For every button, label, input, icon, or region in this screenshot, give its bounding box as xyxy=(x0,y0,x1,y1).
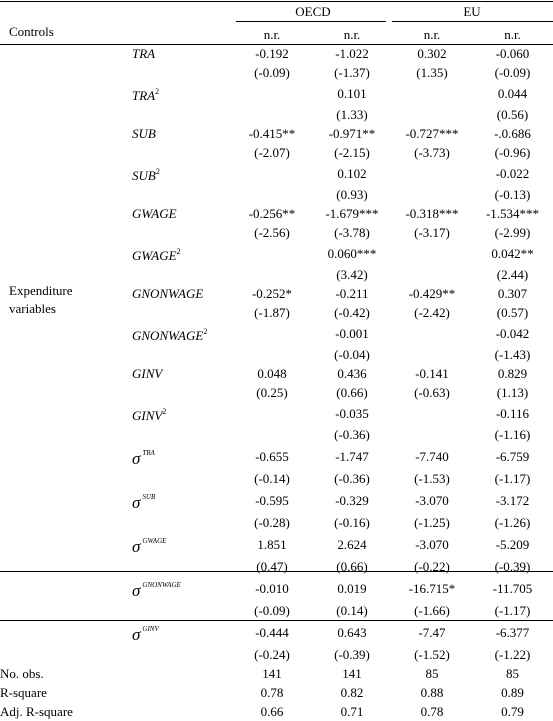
variable-name xyxy=(132,322,232,345)
sigma-symbol: σ xyxy=(132,581,141,600)
coefficient-cell: -11.705 xyxy=(492,581,533,596)
coefficient-cell: -0.318*** xyxy=(405,206,459,221)
summary-stat-label: No. obs. xyxy=(0,666,44,681)
variable-name xyxy=(132,242,232,265)
coefficient-cell: 0.307 xyxy=(497,286,528,301)
blank-cell xyxy=(0,63,132,82)
sigma-symbol: σ xyxy=(132,537,141,556)
variable-name xyxy=(132,124,232,143)
blank-cell xyxy=(132,425,232,444)
t-stat-cell: (-0.42) xyxy=(334,305,370,320)
blank-cell xyxy=(0,322,132,345)
variable-label: TRA xyxy=(132,88,156,103)
coefficient-row xyxy=(0,242,553,265)
t-stat-cell: (-1.53) xyxy=(414,471,450,486)
t-stat-cell: (-1.25) xyxy=(414,515,450,530)
top-rule xyxy=(0,1,553,2)
variable-name xyxy=(132,82,232,105)
coefficient-cell: -1.679*** xyxy=(325,206,379,221)
coefficient-cell xyxy=(392,322,472,345)
blank-cell xyxy=(132,223,232,242)
bottom-rule xyxy=(0,620,553,621)
t-stat-row xyxy=(0,645,553,664)
blank-cell xyxy=(0,82,132,105)
oecd-span-rule xyxy=(236,21,386,22)
blank-cell xyxy=(0,402,132,425)
t-stat-cell xyxy=(232,105,312,124)
coefficient-cell: 0.102 xyxy=(337,166,367,181)
t-stat-cell: (-0.63) xyxy=(414,385,450,400)
coefficient-row xyxy=(0,124,553,143)
coefficient-cell: 0.436 xyxy=(337,366,367,381)
t-stat-row xyxy=(0,63,553,82)
coefficient-cell: 2.624 xyxy=(337,537,367,552)
variable-superscript: GWAGE xyxy=(142,537,167,545)
blank-cell xyxy=(0,469,132,488)
coefficient-cell: -5.209 xyxy=(495,537,530,552)
variable-name xyxy=(132,284,232,303)
variable-name xyxy=(132,44,232,63)
blank-cell xyxy=(0,124,132,143)
variable-superscript: 2 xyxy=(155,167,160,176)
variable-name xyxy=(132,402,232,425)
t-stat-cell: (0.66) xyxy=(336,385,368,400)
t-stat-row xyxy=(0,469,553,488)
blank-cell xyxy=(132,303,232,322)
summary-stat-value: 0.71 xyxy=(340,704,364,719)
section-label-line: Expenditure xyxy=(9,283,73,298)
coefficient-row xyxy=(0,284,553,303)
variable-name xyxy=(132,576,232,601)
coefficient-cell: -1.022 xyxy=(335,46,369,61)
column-header: n.r. xyxy=(504,27,521,42)
coefficient-cell: -0.211 xyxy=(335,286,369,301)
results-body xyxy=(0,25,553,721)
blank-cell xyxy=(0,364,132,383)
t-stat-row xyxy=(0,345,553,364)
coefficient-row xyxy=(0,44,553,63)
blank-cell xyxy=(132,105,232,124)
t-stat-cell: (0.57) xyxy=(496,305,529,320)
t-stat-cell: (-1.17) xyxy=(494,471,531,486)
coefficient-cell: 0.048 xyxy=(257,366,287,381)
coefficient-cell: 0.829 xyxy=(497,366,528,381)
t-stat-cell: (-0.28) xyxy=(254,515,290,530)
variable-name xyxy=(132,444,232,469)
blank-cell xyxy=(132,345,232,364)
column-header: n.r. xyxy=(263,27,281,42)
summary-stat-value: 0.78 xyxy=(260,685,284,700)
summary-stat-row xyxy=(0,702,553,721)
summary-stat-row xyxy=(0,683,553,702)
sigma-symbol: σ xyxy=(132,493,141,512)
blank-cell xyxy=(0,557,132,576)
t-stat-cell: (-0.16) xyxy=(334,515,370,530)
results-table xyxy=(0,25,553,721)
coefficient-cell: -16.715* xyxy=(408,581,456,596)
t-stat-cell: (-0.09) xyxy=(254,65,290,80)
summary-stat-label: R-square xyxy=(0,685,47,700)
t-stat-cell: (-1.37) xyxy=(334,65,370,80)
t-stat-cell: (-0.13) xyxy=(494,187,531,202)
coefficient-row xyxy=(0,444,553,469)
variable-superscript: 2 xyxy=(203,327,208,336)
coefficient-cell xyxy=(232,322,312,345)
coefficient-row xyxy=(0,576,553,601)
t-stat-cell xyxy=(232,345,312,364)
coefficient-row xyxy=(0,488,553,513)
t-stat-cell xyxy=(392,265,472,284)
coefficient-cell: -0.415** xyxy=(248,126,296,141)
blank-cell xyxy=(0,143,132,162)
t-stat-row xyxy=(0,143,553,162)
t-stat-cell: (0.66) xyxy=(336,559,368,574)
summary-stat-value: 85 xyxy=(425,666,439,681)
coefficient-cell: -6.377 xyxy=(495,625,530,640)
variable-name xyxy=(132,204,232,223)
coefficient-cell: 0.042** xyxy=(491,246,534,261)
coefficient-cell: 0.044 xyxy=(497,86,528,101)
t-stat-cell: (-0.04) xyxy=(334,347,370,362)
column-header: n.r. xyxy=(343,27,361,42)
coefficient-row xyxy=(0,364,553,383)
coefficient-cell xyxy=(392,242,472,265)
coefficient-cell xyxy=(232,242,312,265)
blank-cell xyxy=(0,105,132,124)
blank-cell xyxy=(0,488,132,513)
blank-cell xyxy=(132,557,232,576)
variable-superscript: GINV xyxy=(142,625,159,633)
section-label-expenditure-variables xyxy=(9,282,73,318)
column-header-row xyxy=(0,25,553,44)
blank-cell xyxy=(0,620,132,645)
variable-superscript: TRA xyxy=(142,449,155,457)
t-stat-cell: (-3.78) xyxy=(334,225,370,240)
coefficient-cell: 1.851 xyxy=(257,537,287,552)
t-stat-cell xyxy=(392,105,472,124)
sigma-symbol: σ xyxy=(132,625,141,644)
t-stat-cell: (2.44) xyxy=(496,267,529,282)
coefficient-cell: -3.070 xyxy=(415,493,449,508)
t-stat-cell xyxy=(232,185,312,204)
t-stat-cell: (-1.66) xyxy=(414,603,450,618)
variable-label: SUB xyxy=(132,168,156,183)
t-stat-cell xyxy=(392,185,472,204)
coefficient-cell: -0.329 xyxy=(335,493,369,508)
variable-label: GNONWAGE xyxy=(132,286,204,301)
blank-cell xyxy=(132,469,232,488)
coefficient-cell: -0.035 xyxy=(335,406,369,421)
coefficient-cell: -0.022 xyxy=(495,166,530,181)
coefficient-cell: 0.101 xyxy=(337,86,367,101)
t-stat-cell: (-2.56) xyxy=(254,225,290,240)
coefficient-cell: -0.256** xyxy=(248,206,296,221)
t-stat-cell: (-2.07) xyxy=(254,145,290,160)
coefficient-cell: -0.116 xyxy=(495,406,530,421)
controls-header: Controls xyxy=(9,24,54,39)
blank-cell xyxy=(0,425,132,444)
coefficient-row xyxy=(0,204,553,223)
summary-stat-value: 0.78 xyxy=(420,704,444,719)
blank-cell xyxy=(0,223,132,242)
group-header-eu: EU xyxy=(463,4,481,19)
column-header: n.r. xyxy=(423,27,441,42)
group-header-oecd: OECD xyxy=(295,4,331,19)
coefficient-cell: -0.444 xyxy=(255,625,289,640)
t-stat-cell: (-0.96) xyxy=(494,145,531,160)
t-stat-cell: (-0.22) xyxy=(414,559,450,574)
t-stat-cell: (-0.09) xyxy=(494,65,531,80)
t-stat-cell: (1.33) xyxy=(336,107,368,122)
coefficient-cell: -0.429** xyxy=(408,286,456,301)
t-stat-cell xyxy=(392,345,472,364)
stats-rule xyxy=(0,571,553,572)
t-stat-cell: (3.42) xyxy=(336,267,368,282)
coefficient-row xyxy=(0,402,553,425)
coefficient-cell: 0.060*** xyxy=(327,246,377,261)
coefficient-cell: -0.141 xyxy=(415,366,449,381)
variable-label: GWAGE xyxy=(132,248,177,263)
coefficient-cell: -1.534*** xyxy=(485,206,540,221)
blank-cell xyxy=(132,513,232,532)
variable-label: GNONWAGE xyxy=(132,328,204,343)
t-stat-cell: (-3.17) xyxy=(414,225,450,240)
t-stat-row xyxy=(0,223,553,242)
blank-cell xyxy=(132,143,232,162)
coefficient-cell: 0.302 xyxy=(417,46,447,61)
coefficient-cell: -7.47 xyxy=(418,625,446,640)
t-stat-row xyxy=(0,557,553,576)
t-stat-cell: (1.13) xyxy=(496,385,529,400)
t-stat-cell: (0.56) xyxy=(496,107,529,122)
t-stat-row xyxy=(0,185,553,204)
blank-cell xyxy=(132,185,232,204)
t-stat-row xyxy=(0,105,553,124)
blank-cell xyxy=(0,345,132,364)
summary-stat-value: 141 xyxy=(262,666,282,681)
coefficient-cell: -0.655 xyxy=(255,449,289,464)
variable-label: GINV xyxy=(132,366,163,381)
t-stat-cell: (-1.87) xyxy=(254,305,290,320)
t-stat-cell: (-1.26) xyxy=(494,515,531,530)
t-stat-cell: (-0.36) xyxy=(334,427,370,442)
coefficient-cell: -1.747 xyxy=(335,449,369,464)
t-stat-row xyxy=(0,513,553,532)
t-stat-cell: (-0.09) xyxy=(254,603,290,618)
variable-label: GINV xyxy=(132,408,163,423)
coefficient-row xyxy=(0,322,553,345)
blank-cell xyxy=(0,162,132,185)
t-stat-cell: (-1.22) xyxy=(494,647,531,662)
coefficient-cell: 0.643 xyxy=(337,625,367,640)
blank-cell xyxy=(0,645,132,664)
t-stat-cell: (-2.15) xyxy=(334,145,370,160)
t-stat-cell xyxy=(392,425,472,444)
variable-superscript: 2 xyxy=(162,407,167,416)
t-stat-cell xyxy=(232,425,312,444)
summary-stat-row xyxy=(0,664,553,683)
variable-label: GWAGE xyxy=(132,206,177,221)
blank-cell xyxy=(0,601,132,620)
coefficient-cell xyxy=(232,162,312,185)
coefficient-cell: -0.001 xyxy=(335,326,369,341)
summary-stat-value: 0.88 xyxy=(420,685,444,700)
variable-superscript: GNONWAGE xyxy=(142,581,181,589)
t-stat-cell: (0.14) xyxy=(336,603,368,618)
variable-name xyxy=(132,620,232,645)
summary-stat-value: 0.89 xyxy=(501,685,524,700)
blank-cell xyxy=(0,185,132,204)
variable-superscript: SUB xyxy=(142,493,156,501)
coefficient-cell: 0.019 xyxy=(337,581,367,596)
section-label-line: variables xyxy=(9,301,56,316)
summary-stat-value: 0.79 xyxy=(501,704,524,719)
coefficient-cell xyxy=(232,402,312,425)
t-stat-cell: (-2.99) xyxy=(494,225,531,240)
blank-cell xyxy=(0,204,132,223)
blank-cell xyxy=(132,645,232,664)
t-stat-cell: (-1.52) xyxy=(414,647,450,662)
t-stat-cell: (-0.14) xyxy=(254,471,290,486)
t-stat-cell: (-3.73) xyxy=(414,145,450,160)
coefficient-cell: -7.740 xyxy=(415,449,449,464)
t-stat-cell: (1.35) xyxy=(416,65,448,80)
coefficient-cell: -0.252* xyxy=(251,286,293,301)
variable-name xyxy=(132,488,232,513)
t-stat-cell xyxy=(232,265,312,284)
coefficient-cell: -0.010 xyxy=(255,581,289,596)
coefficient-cell xyxy=(392,162,472,185)
coefficient-cell: -3.172 xyxy=(495,493,530,508)
t-stat-cell: (-1.43) xyxy=(494,347,531,362)
blank-cell xyxy=(0,383,132,402)
t-stat-cell: (0.47) xyxy=(256,559,288,574)
t-stat-row xyxy=(0,425,553,444)
coefficient-cell: -3.070 xyxy=(415,537,449,552)
summary-stat-value: 141 xyxy=(342,666,362,681)
summary-stat-value: 0.66 xyxy=(260,704,284,719)
blank-cell xyxy=(0,44,132,63)
coefficient-cell: -0.060 xyxy=(495,46,530,61)
blank-cell xyxy=(132,601,232,620)
t-stat-row xyxy=(0,265,553,284)
variable-superscript: 2 xyxy=(155,87,160,96)
coefficient-cell xyxy=(232,82,312,105)
coefficient-cell xyxy=(392,402,472,425)
sigma-symbol: σ xyxy=(132,449,141,468)
t-stat-cell: (0.25) xyxy=(256,385,288,400)
variable-label: TRA xyxy=(132,46,156,61)
coefficient-row xyxy=(0,620,553,645)
t-stat-row xyxy=(0,383,553,402)
blank-cell xyxy=(0,513,132,532)
coefficient-cell: -0.192 xyxy=(255,46,289,61)
coefficient-cell: -0.042 xyxy=(495,326,530,341)
coefficient-cell xyxy=(392,82,472,105)
t-stat-cell: (-0.24) xyxy=(254,647,290,662)
header-rule xyxy=(0,44,553,45)
blank-cell xyxy=(0,242,132,265)
t-stat-cell: (-2.42) xyxy=(414,305,450,320)
t-stat-cell: (0.93) xyxy=(336,187,368,202)
t-stat-row xyxy=(0,303,553,322)
summary-stat-label: Adj. R-square xyxy=(0,704,73,719)
summary-stat-value: 85 xyxy=(506,666,519,681)
t-stat-cell: (-0.39) xyxy=(334,647,370,662)
t-stat-cell: (-0.36) xyxy=(334,471,370,486)
variable-label: SUB xyxy=(132,126,156,141)
eu-span-rule xyxy=(392,21,553,22)
t-stat-cell: (-0.39) xyxy=(494,559,531,574)
blank-cell xyxy=(132,63,232,82)
summary-stat-value: 0.82 xyxy=(340,685,364,700)
blank-cell xyxy=(132,383,232,402)
coefficient-cell: -0.971** xyxy=(328,126,376,141)
coefficient-cell: -0.727*** xyxy=(405,126,459,141)
variable-name xyxy=(132,162,232,185)
coefficient-cell: -0.595 xyxy=(255,493,289,508)
coefficient-row xyxy=(0,532,553,557)
t-stat-row xyxy=(0,601,553,620)
coefficient-row xyxy=(0,82,553,105)
coefficient-cell: -6.759 xyxy=(495,449,530,464)
blank-cell xyxy=(0,444,132,469)
coefficient-cell: -.0.686 xyxy=(494,126,531,141)
blank-cell xyxy=(132,265,232,284)
variable-name xyxy=(132,532,232,557)
blank-cell xyxy=(0,576,132,601)
coefficient-row xyxy=(0,162,553,185)
t-stat-cell: (-1.17) xyxy=(494,603,531,618)
variable-superscript: 2 xyxy=(176,247,181,256)
blank-cell xyxy=(0,532,132,557)
variable-name xyxy=(132,364,232,383)
t-stat-cell: (-1.16) xyxy=(494,427,531,442)
